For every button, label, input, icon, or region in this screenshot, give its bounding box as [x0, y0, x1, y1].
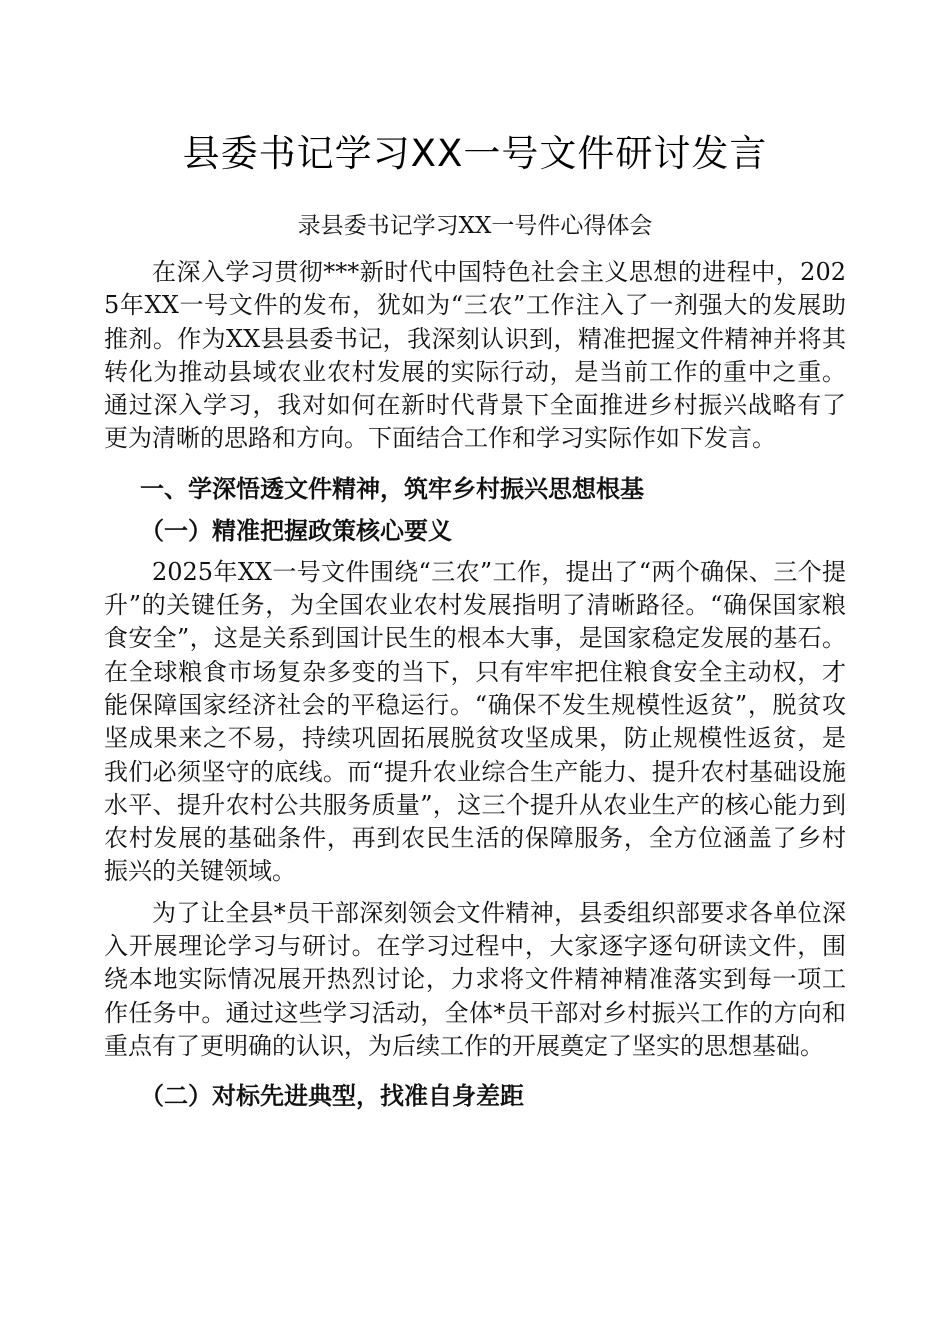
document-body [104, 256, 846, 1121]
body-paragraph-2: 为了让全县*员干部深刻领会文件精神，县委组织部要求各单位深入开展理论学习与研讨。在学习过程中，大家逐字逐句研读文件，围绕本地实际情况展开热烈讨论，力求将文件精神精准落实到每一项工作任务中。通过这些学习活动，全体*员干部对乡村振兴工作的方向和重点有了更明确的认识，为后续工作的开展奠定了坚实的思想基础。 [104, 898, 846, 1060]
paragraph-gap [104, 1063, 846, 1073]
body-paragraph-1: 2025年XX一号文件围绕“三农”工作，提出了“两个确保、三个提升”的关键任务，为全国农业农村发展指明了清晰路径。“确保国家粮食安全”，这是关系到国计民生的根本大事，是国家稳定发展的基石。在全球粮食市场复杂多变的当下，只有牢牢把住粮食安全主动权，才能保障国家经济社会的平稳运行。“确保不发生规模性返贫”，脱贫攻坚成果来之不易，持续巩固拓展脱贫攻坚成果，防止规模性返贫，是我们必须坚守的底线。而“提升农业综合生产能力、提升农村基础设施水平、提升农村公共服务质量”，这三个提升从农业生产的核心能力到农村发展的基础条件，再到农民生活的保障服务，全方位涵盖了乡村振兴的关键领域。 [104, 557, 846, 886]
document-subtitle: 录县委书记学习XX一号件心得体会 [297, 213, 653, 239]
intro-paragraph: 在深入学习贯彻***新时代中国特色社会主义思想的进程中，2025年XX一号文件的发布，犹如为“三农”工作注入了一剂强大的发展助推剂。作为XX县县委书记，我深刻认识到，精准把握文件精神并将其转化为推动县域农业农村发展的实际行动，是当前工作的重中之重。通过深入学习，我对如何在新时代背景下全面推进乡村振兴战略有了更为清晰的思路和方向。下面结合工作和学习实际作如下发言。 [104, 258, 846, 453]
document-title: 县委书记学习XX一号文件研讨发言 [182, 132, 768, 175]
subsection-heading-1: （一）精准把握政策核心要义 [140, 515, 452, 545]
subsection-heading-2: （二）对标先进典型，找准自身差距 [140, 1081, 524, 1111]
section-heading-1: 一、学深悟透文件精神，筑牢乡村振兴思想根基 [140, 473, 644, 503]
